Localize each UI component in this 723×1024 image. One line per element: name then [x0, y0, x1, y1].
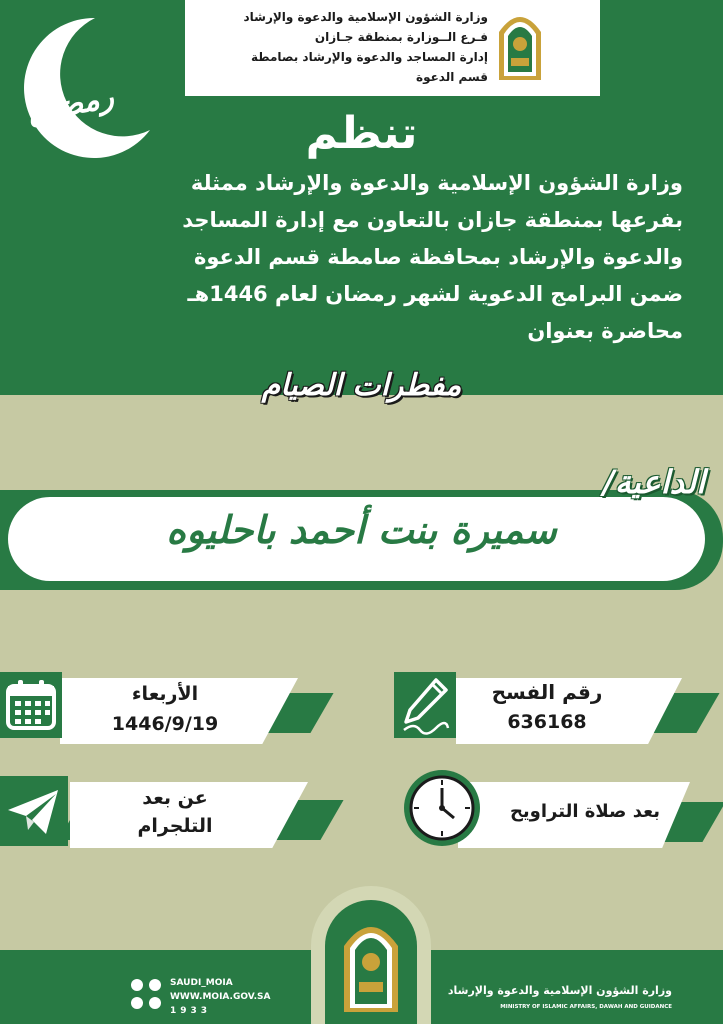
- mode-line-1: عن بعد: [142, 787, 208, 809]
- header-card: [185, 0, 600, 96]
- telegram-box: [0, 776, 68, 846]
- social-media-icon: [128, 976, 164, 1012]
- calendar-box: [0, 672, 62, 738]
- footer-logo-icon: [340, 912, 402, 1012]
- clock-icon: [402, 768, 482, 848]
- header-line-4: قسم الدعوة: [415, 70, 488, 84]
- intro-line-3: والدعوة والإرشاد بمحافظة صامطة قسم الدعوة: [193, 245, 683, 269]
- preacher-label: الداعية/: [603, 463, 705, 501]
- time-value: بعد صلاة التراويح: [509, 801, 661, 822]
- social-icons: [128, 976, 164, 1012]
- intro-line-5: محاضرة بعنوان: [527, 319, 683, 343]
- permit-label: رقم الفسح: [491, 680, 603, 704]
- intro-line-2: بفرعها بمنطقة جازان بالتعاون مع إدارة المساجد: [182, 208, 683, 232]
- permit-number: 636168: [507, 711, 587, 733]
- calendar-icon: [0, 672, 62, 738]
- header-line-1: وزارة الشؤون الإسلامية والدعوة والإرشاد: [243, 10, 488, 24]
- intro-line-1: وزارة الشؤون الإسلامية والدعوة والإرشاد ممثلة: [190, 171, 683, 195]
- pen-icon: [394, 672, 456, 738]
- pen-box: [394, 672, 456, 738]
- ministry-logo-icon: [495, 6, 545, 80]
- header-line-2: فـرع الــوزارة بمنطقة جـازان: [314, 30, 488, 44]
- day-label: الأربعاء: [131, 683, 199, 705]
- intro-paragraph: [23, 165, 683, 350]
- telegram-icon: [0, 776, 68, 846]
- footer-ministry-en: MINISTRY OF ISLAMIC AFFAIRS, DAWAH AND GUIDANCE: [500, 1004, 672, 1010]
- preacher-name: سميرة بنت أحمد باحليوه: [166, 508, 557, 552]
- page-title: تنظم: [305, 108, 418, 159]
- badge-text: رمضان: [23, 79, 117, 132]
- lecture-title: مفطرات الصيام: [261, 368, 462, 403]
- header-line-3: إدارة المساجد والدعوة والإرشاد بصامطة: [251, 50, 488, 64]
- footer-ministry-ar: وزارة الشؤون الإسلامية والدعوة والإرشاد: [447, 984, 672, 997]
- footer-phone: 1933: [170, 1006, 212, 1016]
- date-value: 1446/9/19: [111, 713, 219, 735]
- mode-line-2: التلجرام: [137, 815, 213, 837]
- footer-handle: SAUDI_MOIA: [170, 978, 233, 988]
- intro-line-4: ضمن البرامج الدعوية لشهر رمضان لعام 1446هـ: [187, 282, 683, 306]
- footer-website: WWW.MOIA.GOV.SA: [170, 992, 271, 1002]
